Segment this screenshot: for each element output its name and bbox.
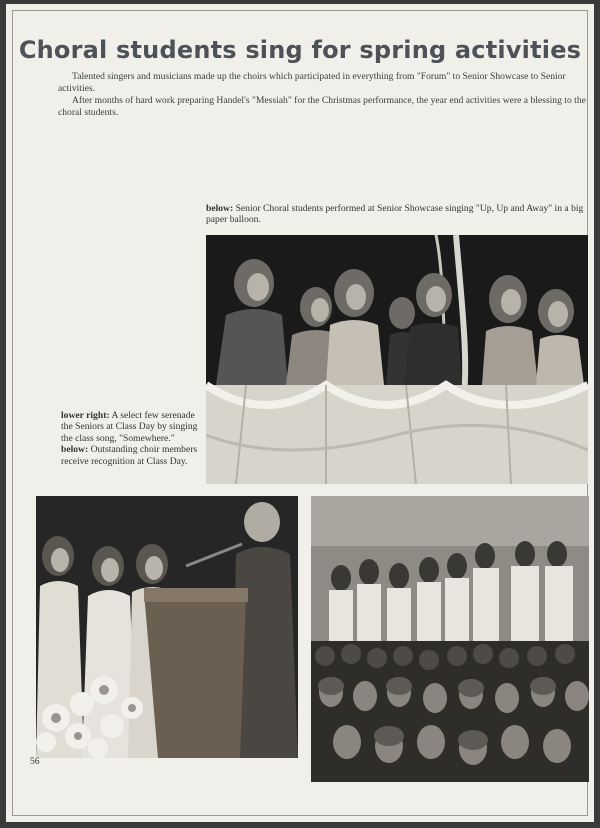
intro-text xyxy=(58,71,588,119)
caption-direction-2: below: xyxy=(61,444,89,456)
caption-senior-showcase xyxy=(206,203,590,226)
caption-text-2: Outstanding choir members receive recognition at Class Day. xyxy=(61,444,198,467)
page-number: 56 xyxy=(30,756,40,767)
caption-text: Senior Choral students performed at Senior Showcase singing "Up, Up and Away" in a big paper balloon. xyxy=(206,203,584,226)
caption-direction: below: xyxy=(206,203,234,214)
caption-direction-1: lower right: xyxy=(61,410,110,421)
intro-paragraph-1: Talented singers and musicians made up the choirs which participated in everything from "Forum" to Senior Showcase to Senior activities. xyxy=(58,71,566,94)
yearbook-page xyxy=(6,4,594,822)
photo-senior-showcase-choir xyxy=(206,235,588,484)
photo-choir-recognition xyxy=(36,496,298,758)
page-heading: Choral students sing for spring activities xyxy=(18,36,582,64)
caption-text-1: A select few serenade the Seniors at Class Day by singing the class song, "Somewhere." xyxy=(61,410,198,444)
photo-class-day-serenade xyxy=(311,496,589,782)
caption-class-day xyxy=(61,410,201,467)
intro-paragraph-2: After months of hard work preparing Handel's "Messiah" for the Christmas performance, the year end activities were a blessing to the choral students. xyxy=(58,95,586,118)
